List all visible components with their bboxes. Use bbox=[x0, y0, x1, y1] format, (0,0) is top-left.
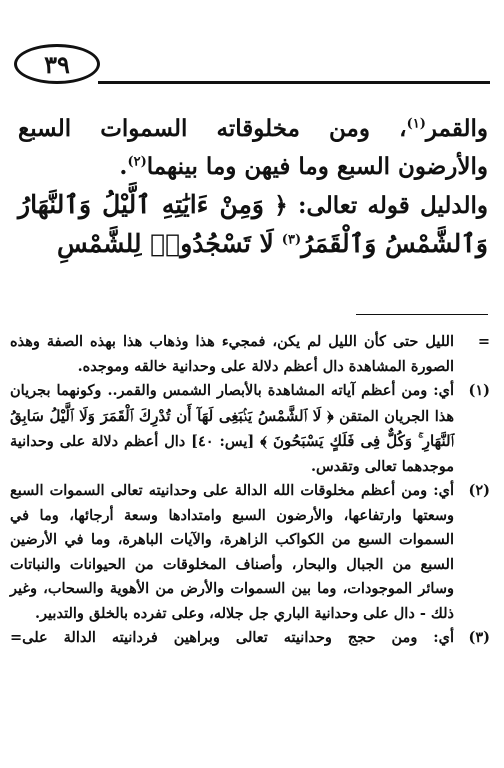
footnote-continuation bbox=[10, 330, 490, 379]
quran-bracket-open: ﴿ bbox=[274, 192, 288, 219]
footnote-ref-2: (٢) bbox=[127, 154, 147, 170]
footnote-label: (١) bbox=[468, 382, 490, 399]
main-line1: والقمر bbox=[425, 115, 488, 142]
footnote-1 bbox=[10, 379, 490, 479]
footnote-text: أي: ومن أعظم مخلوقات الله الدالة على وحدانيته تعالى السموات السبع وسعتها وارتفاعها، والأرضون السبع وامتدادها وسعة أرجائها، وما في السموات السبع من الكواكب الزاهرة، والآيات الباهرة، وما في الأرضين السبع من الجبال والبحار، وأصناف المخلوقات من الحيوانات والنباتات وسائر الموجودات، وما بين السموات والأرض من الأهوية والسحاب، وغير ذلك - دال على وحدانية الباري جل جلاله، وعلى تفرده بالخلق والتدبير. bbox=[10, 482, 454, 622]
footnotes bbox=[10, 330, 490, 651]
footnote-1-text-b: [يس: ٤٠] دال أعظم دلالة على وحدانية موجدهما تعالى وتقدس. bbox=[10, 433, 454, 475]
footnote-2 bbox=[10, 479, 490, 626]
evidence-paragraph bbox=[18, 186, 488, 264]
evidence-intro: والدليل قوله تعالى: bbox=[298, 192, 488, 219]
footnote-1-text-a: أي: ومن أعظم آياته المشاهدة بالأبصار الشمس والقمر.. وكونهما بجريان هذا الجريان المتقن bbox=[10, 382, 454, 425]
footnote-ref-3: (٣) bbox=[281, 232, 302, 248]
header-rule bbox=[98, 81, 490, 84]
footnote-ref-1: (١) bbox=[406, 116, 426, 132]
footnote-text: أي: ومن حجج وحدانيته تعالى وبراهين فردانيته الدالة على= bbox=[10, 629, 454, 646]
footnote-label: (٢) bbox=[468, 482, 490, 499]
footnote-label: (٣) bbox=[468, 629, 490, 646]
footnote-text: الليل حتى كأن الليل لم يكن، فمجيء هذا وذهاب هذا بهذه الصفة وهذه الصورة المشاهدة دال أعظم دلالة على وحدانية خالقه وموجده. bbox=[10, 333, 454, 375]
footnote-label: = bbox=[477, 333, 490, 350]
main-paragraph bbox=[18, 110, 488, 186]
footnote-text bbox=[10, 379, 454, 479]
page-number: ٣٩ bbox=[14, 44, 100, 84]
main-text bbox=[18, 110, 488, 264]
main-line1b: ، ومن مخلوقاته السموات السبع والأرضون السبع وما فيهن وما بينهما bbox=[18, 115, 488, 180]
footnote-1-verse: ﴿ لَا ٱلشَّمْسُ يَنۢبَغِى لَهَآ أَن تُدْرِكَ ٱلْقَمَرَ وَلَا ٱلَّيْلُ سَابِقُ ٱلنَّهَارِ ۚ وَكُلٌّ فِى فَلَكٍ يَسْبَحُونَ ﴾ bbox=[10, 406, 454, 450]
footnote-3 bbox=[10, 626, 490, 651]
quran-verse-b: لَا تَسْجُدُوا۟ لِلشَّمْسِ bbox=[56, 229, 274, 258]
main-line1c: . bbox=[119, 153, 128, 180]
page-header bbox=[14, 44, 490, 88]
footnote-separator bbox=[356, 314, 488, 315]
quran-verse-a: وَمِنْ ءَايَٰتِهِ ٱلَّيْلُ وَٱلنَّهَارُ وَٱلشَّمْسُ وَٱلْقَمَرُ bbox=[18, 190, 488, 258]
